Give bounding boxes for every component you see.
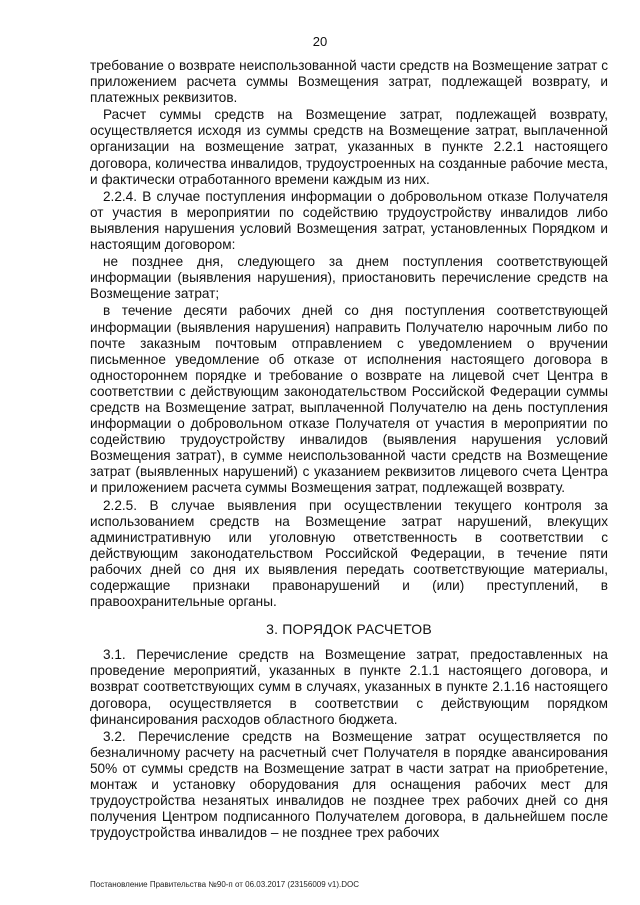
page-number: 20 [312, 34, 328, 49]
paragraph-3-1: 3.1. Перечисление средств на Возмещение затрат, предоставленных на проведение мероприятий, указанных в пункте 2.1.1 настоящего договора, и возврат соответствующих сумм в случаях, указанных в пункте 2.1.16 настоящего договора, осуществляется в соответствии с действующим порядком финансирования расходов областного бюджета. [90, 647, 608, 727]
paragraph-3-2: 3.2. Перечисление средств на Возмещение затрат осуществляется по безналичному расчету на расчетный счет Получателя в порядке авансирования 50% от суммы средств на Возмещение затрат в части затрат на приобретение, монтаж и установку оборудования для оснащения рабочих мест для трудоустройства незанятых инвалидов не позднее трех рабочих дней со дня получения Центром подписанного Получателем договора, в дальнейшем после трудоустройства инвалидов – не позднее трех рабочих [90, 728, 608, 841]
paragraph-2-2-4: 2.2.4. В случае поступления информации о добровольном отказе Получателя от участия в мероприятии по содействию трудоустройству инвалидов либо выявления нарушения условий Возмещения затрат, установленных Порядком и настоящим договором: [90, 188, 608, 253]
section-title: 3. ПОРЯДОК РАСЧЕТОВ [266, 621, 432, 638]
document-body [90, 58, 608, 841]
document-footer: Постановление Правительства №90-п от 06.03.2017 (23156009 v1).DOC [90, 880, 360, 889]
paragraph-ten-days-notice: в течение десяти рабочих дней со дня поступления соответствующей информации (выявления нарушения) направить Получателю нарочным либо по почте заказным почтовым отправлением с уведомлением о вручении письменное уведомление об отказе от исполнения настоящего договора в одностороннем порядке и требование о возврате на лицевой счет Центра в соответствии с действующим законодательством Российской Федерации суммы средств на Возмещение затрат, выплаченной Получателю на день поступления информации о добровольном отказе Получателя от участия в мероприятии по содействию трудоустройству инвалидов (выявления нарушения условий Возмещения затрат), в сумме неиспользованной части средств на Возмещение затрат (выявленных нарушений) с указанием реквизитов лицевого счета Центра и приложением расчета суммы Возмещения затрат, подлежащей возврату. [90, 303, 608, 496]
paragraph-refund-calculation: Расчет суммы средств на Возмещение затрат, подлежащей возврату, осуществляется исходя из суммы средств на Возмещение затрат, выплаченной организации на возмещение затрат, указанных в пункте 2.2.1 настоящего договора, количества инвалидов, трудоустроенных на созданные рабочие места, и фактически отработанного времени каждым из них. [90, 107, 608, 187]
paragraph-suspend-transfer: не позднее дня, следующего за днем поступления соответствующей информации (выявления нарушения), приостановить перечисление средств на Возмещение затрат; [90, 254, 608, 302]
paragraph-2-2-5: 2.2.5. В случае выявления при осуществлении текущего контроля за использованием средств на Возмещение затрат нарушений, влекущих административную или уголовную ответственность в соответствии с действующим законодательством Российской Федерации, в течение пяти рабочих дней со дня их выявления передать соответствующие материалы, содержащие признаки правонарушений и (или) преступлений, в правоохранительные органы. [90, 497, 608, 610]
paragraph-continuation: требование о возврате неиспользованной части средств на Возмещение затрат с приложением расчета суммы Возмещения затрат, подлежащей возврату, и платежных реквизитов. [90, 58, 608, 106]
